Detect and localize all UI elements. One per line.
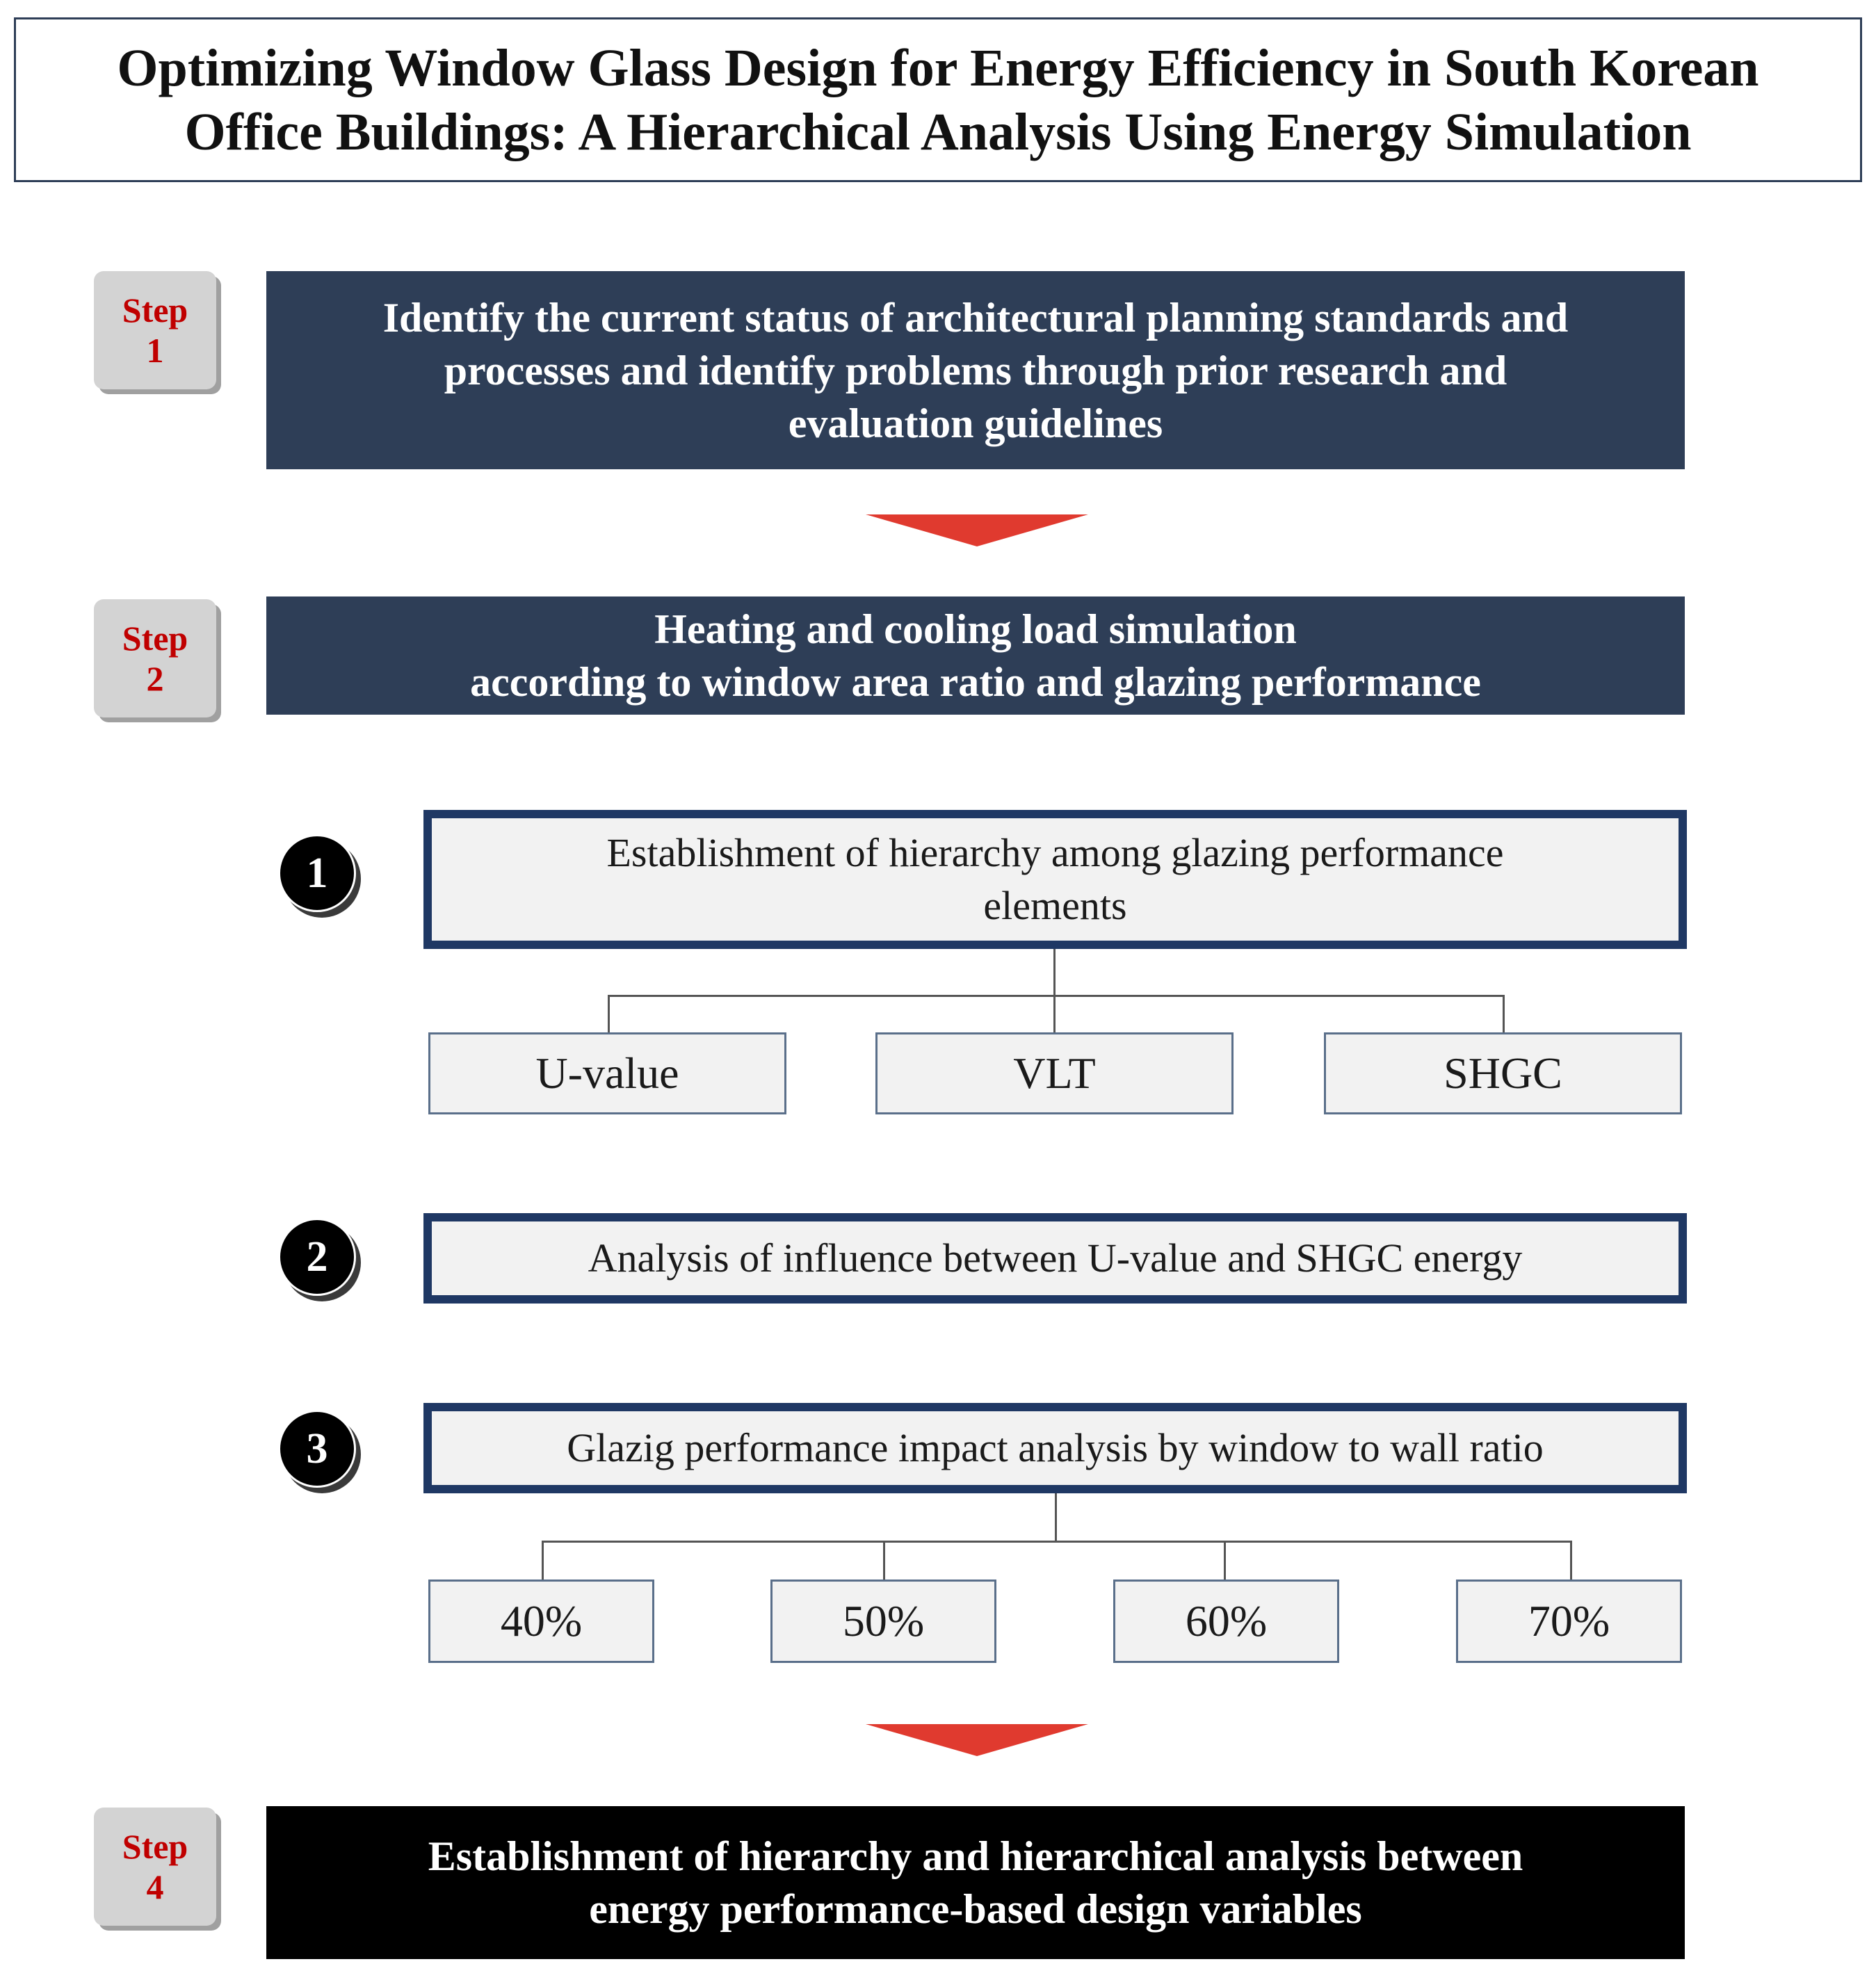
step-4-line-1: Establishment of hierarchy and hierarchical analysis between <box>428 1833 1523 1879</box>
step-1-line-2: processes and identify problems through prior research and <box>444 347 1507 393</box>
leaf-vlt: VLT <box>875 1032 1234 1114</box>
connector-line <box>1503 995 1505 1032</box>
number-badge-3: 3 <box>278 1410 356 1488</box>
connector-line <box>1224 1541 1226 1580</box>
number-badge-2: 2 <box>278 1218 356 1296</box>
connector-line <box>1053 949 1056 996</box>
leaf-shgc: SHGC <box>1324 1032 1682 1114</box>
substep-2-line-1: Analysis of influence between U-value and SHGC energy <box>588 1235 1523 1281</box>
connector-line <box>1055 1493 1057 1542</box>
step-2-panel <box>266 596 1685 715</box>
substep-1-line-2: elements <box>983 883 1127 928</box>
substep-2-box <box>423 1213 1687 1304</box>
substep-3-box <box>423 1403 1687 1493</box>
connector-line <box>542 1541 1572 1543</box>
step-2-line-1: Heating and cooling load simulation <box>654 606 1297 652</box>
number-badge-1: 1 <box>278 834 356 912</box>
step-1-panel <box>266 271 1685 469</box>
step-1-badge-word: Step <box>122 291 188 330</box>
step-1-line-3: evaluation guidelines <box>788 400 1163 446</box>
substep-3-line-1: Glazig performance impact analysis by window to wall ratio <box>567 1425 1544 1470</box>
step-2-badge <box>94 599 216 717</box>
down-triangle-arrow-icon <box>866 1724 1088 1756</box>
title-box <box>14 17 1862 182</box>
leaf-40-percent: 40% <box>428 1580 654 1663</box>
step-1-badge-number: 1 <box>146 331 164 370</box>
down-triangle-arrow-icon <box>866 514 1088 546</box>
step-4-badge-number: 4 <box>146 1867 164 1906</box>
leaf-50-percent: 50% <box>770 1580 996 1663</box>
title-line-1: Optimizing Window Glass Design for Energy Efficiency in South Korean <box>117 38 1759 97</box>
substep-1-line-1: Establishment of hierarchy among glazing performance <box>606 830 1504 875</box>
connector-line <box>608 995 1505 997</box>
connector-line <box>1570 1541 1572 1580</box>
leaf-70-percent: 70% <box>1456 1580 1682 1663</box>
connector-line <box>883 1541 885 1580</box>
connector-line <box>1053 995 1056 1032</box>
step-2-badge-word: Step <box>122 619 188 658</box>
connector-line <box>608 995 610 1032</box>
step-1-badge <box>94 271 216 389</box>
step-2-badge-number: 2 <box>146 659 164 698</box>
step-2-line-2: according to window area ratio and glazing performance <box>470 659 1481 705</box>
leaf-60-percent: 60% <box>1113 1580 1339 1663</box>
step-4-line-2: energy performance-based design variables <box>589 1886 1362 1932</box>
step-4-panel <box>266 1806 1685 1959</box>
leaf-u-value: U-value <box>428 1032 786 1114</box>
step-1-line-1: Identify the current status of architectural planning standards and <box>382 294 1569 341</box>
title-line-2: Office Buildings: A Hierarchical Analysis Using Energy Simulation <box>184 102 1692 161</box>
substep-1-box <box>423 810 1687 949</box>
step-4-badge <box>94 1808 216 1926</box>
step-4-badge-word: Step <box>122 1827 188 1866</box>
connector-line <box>542 1541 544 1580</box>
